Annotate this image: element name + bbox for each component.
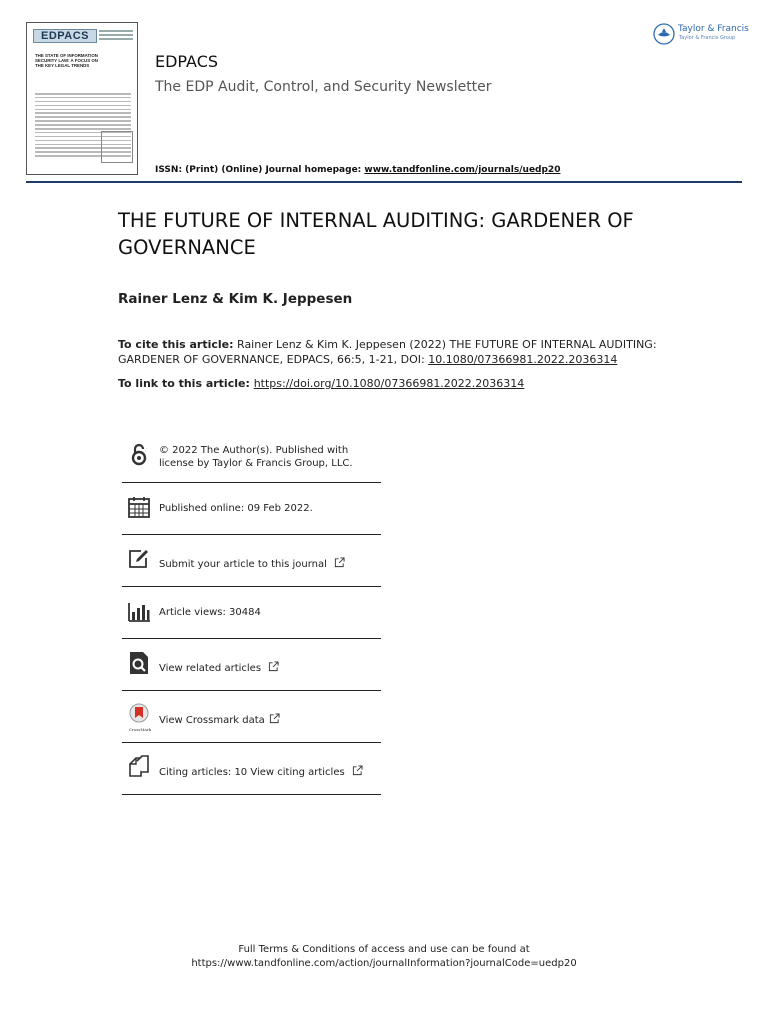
taylor-francis-logo-icon — [653, 23, 675, 45]
journal-homepage-link[interactable]: www.tandfonline.com/journals/uedp20 — [364, 165, 561, 175]
crossmark-text: View Crossmark data — [159, 715, 265, 726]
article-authors: Rainer Lenz & Kim K. Jeppesen — [118, 291, 353, 307]
cover-sidebar-box — [101, 131, 133, 163]
related-row[interactable] — [122, 639, 381, 691]
open-access-icon — [127, 443, 151, 467]
external-link-icon — [334, 557, 345, 568]
issn-line — [155, 165, 560, 175]
article-link-line — [118, 377, 524, 390]
submit-row[interactable] — [122, 535, 381, 587]
citing-articles-icon — [127, 755, 151, 779]
bar-chart-icon — [127, 599, 151, 623]
cover-logo: EDPACS — [33, 29, 97, 43]
views-row — [122, 587, 381, 639]
crossmark-row[interactable] — [122, 691, 381, 743]
cover-subtitle-lines — [99, 30, 133, 40]
footer-terms-url[interactable]: https://www.tandfonline.com/action/journalInformation?journalCode=uedp20 — [191, 958, 577, 969]
view-crossmark-link[interactable] — [159, 713, 280, 727]
calendar-icon — [127, 495, 151, 519]
journal-title: EDPACS — [155, 52, 219, 71]
footer-terms: Full Terms & Conditions of access and use can be found at — [238, 944, 530, 955]
search-document-icon — [127, 651, 151, 675]
journal-subtitle: The EDP Audit, Control, and Security Newsletter — [155, 79, 492, 95]
license-text: © 2022 The Author(s). Published with license by Taylor & Francis Group, LLC. — [159, 445, 353, 469]
views-text: Article views: 30484 — [159, 607, 261, 618]
doi-link[interactable]: 10.1080/07366981.2022.2036314 — [428, 353, 618, 366]
external-link-icon — [268, 661, 279, 672]
publisher-name: Taylor & Francis — [678, 24, 749, 34]
cite-text: Rainer Lenz & Kim K. Jeppesen (2022) THE FUTURE OF INTERNAL AUDITING: GARDENER OF GOVERNANCE, EDPACS, 66:5, 1-21, DOI: — [118, 338, 657, 366]
license-row — [122, 431, 381, 483]
publisher-logo — [653, 22, 753, 46]
journal-cover-thumbnail — [26, 22, 138, 175]
published-row — [122, 483, 381, 535]
citing-text: Citing articles: 10 View citing articles — [159, 767, 345, 778]
article-title: THE FUTURE OF INTERNAL AUDITING: GARDENER OF GOVERNANCE — [118, 209, 634, 259]
cite-label: To cite this article: — [118, 338, 234, 351]
crossmark-icon-label: CrossMark — [128, 727, 152, 732]
citation — [118, 337, 678, 367]
citing-articles-link[interactable] — [159, 765, 363, 779]
crossmark-icon — [127, 703, 151, 727]
edit-icon — [127, 547, 151, 571]
published-text: Published online: 09 Feb 2022. — [159, 503, 313, 514]
header-divider — [26, 181, 742, 183]
external-link-icon — [269, 713, 280, 724]
related-text: View related articles — [159, 663, 262, 674]
submit-article-link[interactable] — [159, 557, 345, 571]
link-label: To link to this article: — [118, 377, 254, 390]
external-link-icon — [352, 765, 363, 776]
submit-text: Submit your article to this journal — [159, 559, 327, 570]
article-info-list — [122, 431, 381, 795]
citing-row[interactable] — [122, 743, 381, 795]
view-related-link[interactable] — [159, 661, 279, 675]
cover-heading: THE STATE OF INFORMATION SECURITY LAW: A FOCUS ON THE KEY LEGAL TRENDS — [35, 53, 98, 68]
publisher-group: Taylor & Francis Group — [679, 35, 736, 41]
issn-label: ISSN: (Print) (Online) Journal homepage: — [155, 165, 365, 175]
footer — [0, 943, 768, 971]
article-url-link[interactable]: https://doi.org/10.1080/07366981.2022.2036314 — [253, 377, 525, 390]
